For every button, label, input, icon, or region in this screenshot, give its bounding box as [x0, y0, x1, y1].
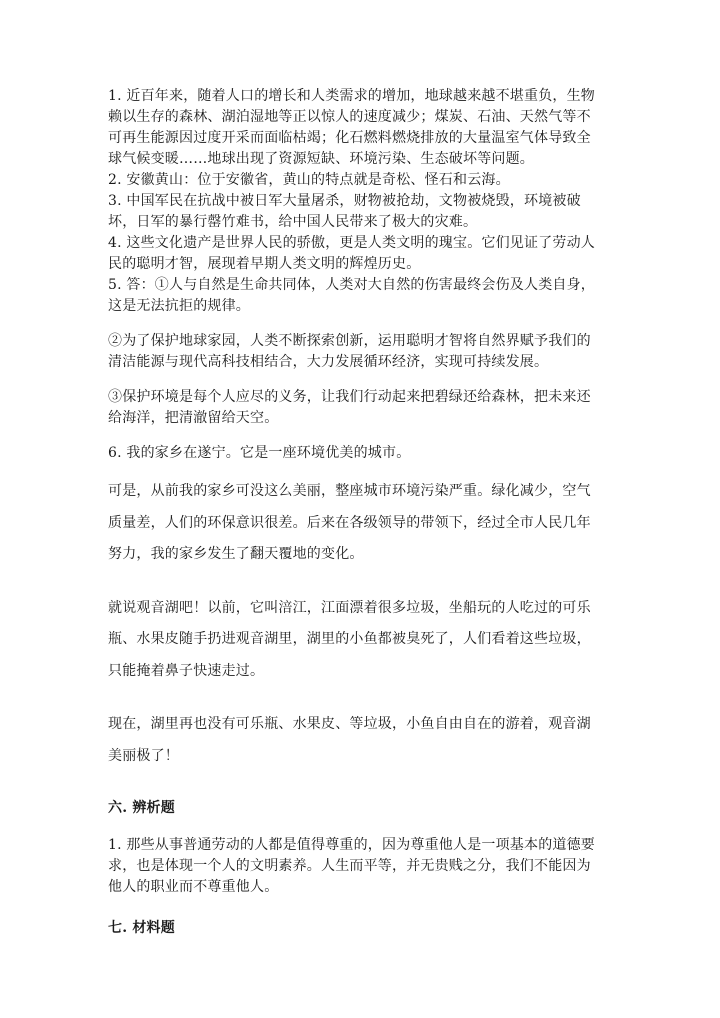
section-6-question-1-line: 1. 那些从事普通劳动的人都是值得尊重的，因为尊重他人是一项基本的道德要: [108, 837, 596, 853]
section-7-heading: 七. 材料题: [108, 920, 175, 936]
document-page: [108, 86, 614, 939]
answer-5-point-2: [108, 331, 614, 373]
answer-1-line: 赖以生存的森林、湖泊湿地等正以惊人的速度减少；煤炭、石油、天然气等不: [108, 109, 591, 125]
answer-6-paragraph-3-line: 瓶、水果皮随手扔进观音湖里，湖里的小鱼都被臭死了，人们看着这些垃圾，: [108, 631, 591, 647]
answer-3: [108, 191, 614, 233]
section-6-heading: 六. 辨析题: [108, 800, 175, 816]
answer-1-line: 1. 近百年来，随着人口的增长和人类需求的增加，地球越来越不堪重负，生物: [108, 88, 596, 104]
answer-4-line: 民的聪明才智，展现着早期人类文明的辉煌历史。: [108, 256, 421, 272]
answer-6-paragraph-2-line: 努力，我的家乡发生了翻天覆地的变化。: [108, 546, 364, 562]
answer-2: [108, 170, 614, 191]
answer-5-point-2-line: ②为了保护地球家园，人类不断探索创新，运用聪明才智将自然界赋予我们的: [108, 333, 591, 349]
answer-6-intro-line: 6. 我的家乡在遂宁。它是一座环境优美的城市。: [108, 445, 411, 461]
answer-5-line: 5. 答：①人与自然是生命共同体，人类对大自然的伤害最终会伤及人类自身，: [108, 277, 596, 293]
answer-1-line: 可再生能源因过度开采而面临枯竭；化石燃料燃烧排放的大量温室气体导致全: [108, 130, 591, 146]
answer-6-paragraph-2-line: 可是，从前我的家乡可没这么美丽，整座城市环境污染严重。绿化减少，空气: [108, 483, 591, 499]
answer-1: [108, 86, 614, 170]
section-6-question-1: [108, 835, 614, 898]
answer-5-point-3: [108, 387, 614, 429]
answer-5-point-3-line: 给海洋，把清澈留给天空。: [108, 410, 279, 426]
answer-6-paragraph-3: [108, 593, 614, 688]
answer-2-line: 2. 安徽黄山：位于安徽省，黄山的特点就是奇松、怪石和云海。: [108, 172, 510, 188]
answer-6-paragraph-3-line: 就说观音湖吧！以前，它叫涪江，江面漂着很多垃圾，坐船玩的人吃过的可乐: [108, 599, 591, 616]
answer-5-line: 这是无法抗拒的规律。: [108, 298, 250, 314]
answer-5: [108, 275, 614, 317]
section-6-question-1-line: 求，也是体现一个人的文明素养。人生而平等，并无贵贱之分，我们不能因为: [108, 858, 591, 874]
answer-6-paragraph-4-line: 美丽极了！: [108, 747, 179, 764]
answer-6-paragraph-4-line: 现在，湖里再也没有可乐瓶、水果皮、等垃圾，小鱼自由自在的游着，观音湖: [108, 716, 591, 732]
answer-6-paragraph-2: [108, 476, 614, 571]
answer-6-paragraph-3-line: 只能掩着鼻子快速走过。: [108, 662, 265, 679]
answer-3-line: 3. 中国军民在抗战中被日军大量屠杀，财物被抢劫，文物被烧毁，环境被破: [108, 193, 581, 209]
answer-5-point-3-line: ③保护环境是每个人应尽的义务，让我们行动起来把碧绿还给森林，把未来还: [108, 389, 591, 405]
section-6-question-1-line: 他人的职业而不尊重他人。: [108, 879, 279, 895]
answer-4: [108, 233, 614, 275]
answer-6-intro: [108, 443, 614, 464]
answer-3-line: 坏，日军的暴行罄竹难书，给中国人民带来了极大的灾难。: [108, 214, 478, 230]
answer-6-paragraph-2-line: 质量差，人们的环保意识很差。后来在各级领导的带领下，经过全市人民几年: [108, 514, 591, 531]
answer-4-line: 4. 这些文化遗产是世界人民的骄傲，更是人类文明的瑰宝。它们见证了劳动人: [108, 235, 596, 251]
answer-6-paragraph-4: [108, 709, 614, 772]
answer-5-point-2-line: 清洁能源与现代高科技相结合，大力发展循环经济，实现可持续发展。: [108, 354, 549, 370]
answer-1-line: 球气候变暖……地球出现了资源短缺、环境污染、生态破坏等问题。: [108, 151, 534, 167]
